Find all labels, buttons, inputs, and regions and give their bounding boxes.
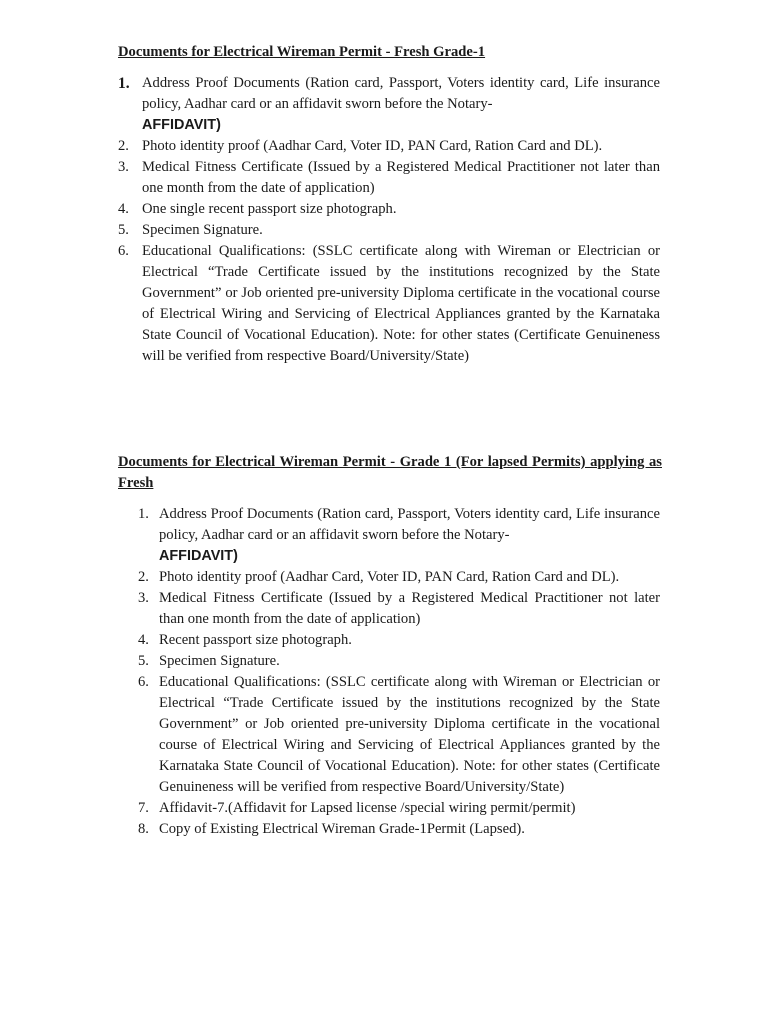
- list-item-text: Photo identity proof (Aadhar Card, Voter ID, PAN Card, Ration Card and DL).: [142, 138, 603, 154]
- list-item-text: Specimen Signature.: [159, 653, 280, 669]
- list-item: [118, 567, 660, 588]
- list-item: [118, 651, 660, 672]
- list-item-number: 7.: [138, 800, 149, 816]
- list-item-text: One single recent passport size photograph.: [142, 201, 397, 217]
- list-item-number: 1.: [138, 506, 149, 522]
- list-item: [118, 630, 660, 651]
- list-item: [118, 672, 660, 798]
- list-item: [118, 220, 660, 241]
- list-item: [118, 73, 660, 136]
- list-item-text: Copy of Existing Electrical Wireman Grade-1Permit (Lapsed).: [159, 821, 525, 837]
- list-item: [118, 199, 660, 220]
- list-item: [118, 241, 660, 367]
- list-item-text: Address Proof Documents (Ration card, Passport, Voters identity card, Life insurance policy, Aadhar card or an affidavit sworn before the Notary-: [142, 75, 660, 112]
- list-item-text: Educational Qualifications: (SSLC certificate along with Wireman or Electrician or Electrical “Trade Certificate issued by the institutions recognized by the State Government” or Job oriented pre-university Diploma certificate in the vocational course of Electrical Wiring and Servicing of Electrical Appliances granted by the Karnataka State Council of Vocational Education). Note: for other states (Certificate Genuineness will be verified from respective Board/University/State): [159, 674, 660, 795]
- list-item-text: Educational Qualifications: (SSLC certificate along with Wireman or Electrician or Electrical “Trade Certificate issued by the institutions recognized by the State Government” or Job oriented pre-university Diploma certificate in the vocational course of Electrical Wiring and Servicing of Electrical Appliances granted by the Karnataka State Council of Vocational Education). Note: for other states (Certificate Genuineness will be verified from respective Board/University/State): [142, 243, 660, 364]
- list-item-text: Address Proof Documents (Ration card, Passport, Voters identity card, Life insurance policy, Aadhar card or an affidavit sworn before the Notary-: [159, 506, 660, 543]
- section-heading-fresh-grade-1: Documents for Electrical Wireman Permit - Fresh Grade-1: [118, 44, 486, 60]
- list-item-number: 3.: [118, 159, 129, 175]
- list-item-number: 5.: [138, 653, 149, 669]
- list-item: [118, 798, 660, 819]
- list-item-bold-text: AFFIDAVIT): [159, 548, 238, 564]
- list-item-number: 4.: [138, 632, 149, 648]
- document-list-lapsed: [118, 504, 660, 840]
- list-item-number: 5.: [118, 222, 129, 238]
- list-item-number: 4.: [118, 201, 129, 217]
- list-item-text: Medical Fitness Certificate (Issued by a Registered Medical Practitioner not later than one month from the date of application): [142, 159, 660, 196]
- list-item-number: 3.: [138, 590, 149, 606]
- list-item-bold-text: AFFIDAVIT): [142, 117, 221, 133]
- list-item-text: Specimen Signature.: [142, 222, 263, 238]
- list-item-number: 2.: [138, 569, 149, 585]
- list-item-number: 8.: [138, 821, 149, 837]
- list-item: [118, 157, 660, 199]
- list-item-text: Affidavit-7.(Affidavit for Lapsed license /special wiring permit/permit): [159, 800, 576, 816]
- list-item-text: Medical Fitness Certificate (Issued by a Registered Medical Practitioner not later than one month from the date of application): [159, 590, 660, 627]
- list-item-number: 1.: [118, 75, 130, 92]
- section-heading-lapsed-permits: Documents for Electrical Wireman Permit - Grade 1 (For lapsed Permits) applying as Fresh: [118, 454, 662, 491]
- document-list-fresh: [118, 73, 660, 367]
- list-item-number: 6.: [118, 243, 129, 259]
- list-item-text: Recent passport size photograph.: [159, 632, 352, 648]
- list-item: [118, 588, 660, 630]
- list-item-text: Photo identity proof (Aadhar Card, Voter ID, PAN Card, Ration Card and DL).: [159, 569, 620, 585]
- list-item: [118, 136, 660, 157]
- list-item: [118, 504, 660, 567]
- list-item: [118, 819, 660, 840]
- list-item-number: 2.: [118, 138, 129, 154]
- list-item-number: 6.: [138, 674, 149, 690]
